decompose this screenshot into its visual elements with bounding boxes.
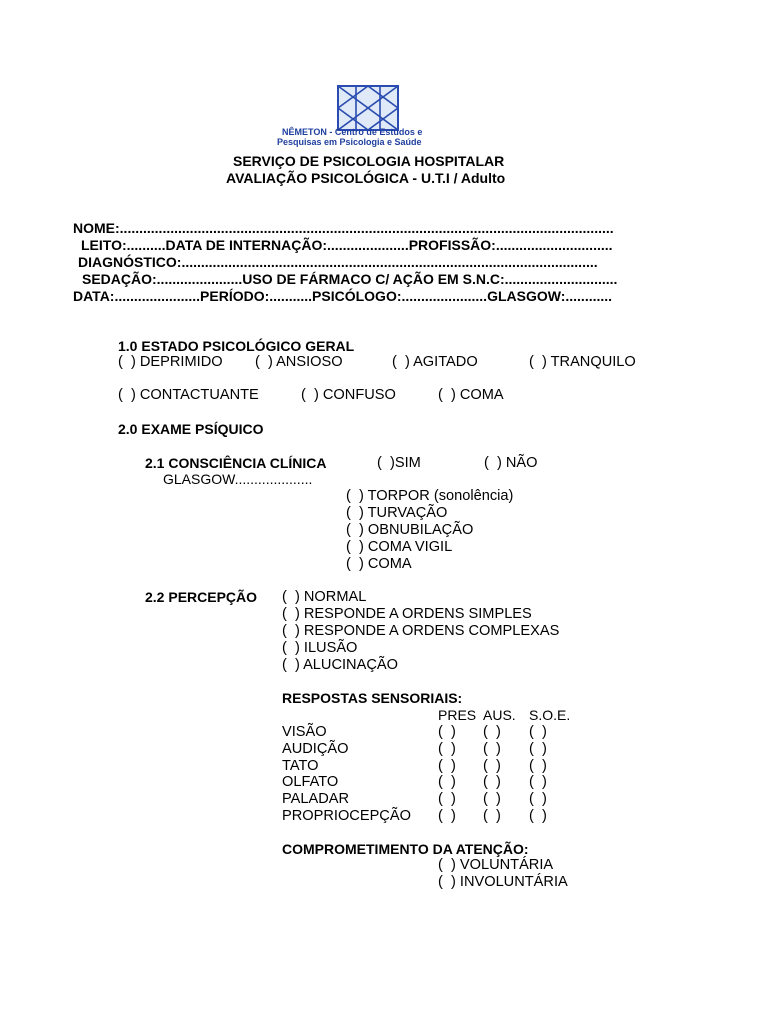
option-alucinacao[interactable]: ( ) ALUCINAÇÃO bbox=[282, 657, 398, 673]
sensory-checkbox-soe[interactable]: ( ) bbox=[529, 740, 547, 757]
option-tranquilo[interactable]: ( ) TRANQUILO bbox=[529, 354, 636, 370]
diagnostico-field[interactable]: DIAGNÓSTICO:........................................................................................................... bbox=[78, 254, 598, 270]
option-voluntaria[interactable]: ( ) VOLUNTÁRIA bbox=[438, 857, 554, 873]
option-ordens-complexas[interactable]: ( ) RESPONDE A ORDENS COMPLEXAS bbox=[282, 623, 560, 639]
sensory-checkbox-pres[interactable]: ( ) bbox=[438, 757, 456, 774]
nome-field[interactable]: NOME:............................................................................................................................... bbox=[73, 220, 614, 236]
leito-field[interactable]: LEITO:..........DATA DE INTERNAÇÃO:.....................PROFISSÃO:.............................. bbox=[81, 237, 613, 253]
sensory-checkbox-aus[interactable]: ( ) bbox=[483, 774, 501, 791]
sensory-checkbox-pres[interactable]: ( ) bbox=[438, 724, 456, 740]
sensory-checkbox-aus[interactable]: ( ) bbox=[483, 791, 501, 808]
sensory-checkbox-aus[interactable]: ( ) bbox=[483, 740, 501, 757]
sensory-checkbox-soe[interactable]: ( ) bbox=[529, 808, 547, 824]
sensoriais-heading: RESPOSTAS SENSORIAIS: bbox=[282, 690, 463, 706]
percepcao-label: 2.2 PERCEPÇÃO bbox=[145, 589, 258, 605]
sensory-checkbox-pres[interactable]: ( ) bbox=[438, 774, 456, 791]
option-ansioso[interactable]: ( ) ANSIOSO bbox=[255, 354, 343, 370]
col-header-pres: PRES bbox=[438, 707, 477, 723]
option-coma[interactable]: ( ) COMA bbox=[438, 387, 504, 403]
form-subtitle: AVALIAÇÃO PSICOLÓGICA - U.T.I / Adulto bbox=[226, 170, 506, 186]
option-obnubilacao[interactable]: ( ) OBNUBILAÇÃO bbox=[346, 522, 474, 538]
section1-heading: 1.0 ESTADO PSICOLÓGICO GERAL bbox=[118, 338, 355, 354]
option-ilusao[interactable]: ( ) ILUSÃO bbox=[282, 640, 358, 656]
sensory-checkbox-aus[interactable]: ( ) bbox=[483, 808, 501, 824]
consciencia-nao[interactable]: ( ) NÃO bbox=[484, 455, 538, 471]
sensory-checkbox-soe[interactable]: ( ) bbox=[529, 724, 547, 740]
sedacao-field[interactable]: SEDAÇÃO:......................USO DE FÁRMACO C/ AÇÃO EM S.N.C:............................. bbox=[82, 271, 618, 287]
nemeton-logo-icon bbox=[336, 84, 400, 132]
sensory-row-label: VISÃO bbox=[282, 724, 327, 740]
option-involuntaria[interactable]: ( ) INVOLUNTÁRIA bbox=[438, 874, 568, 890]
option-turvacao[interactable]: ( ) TURVAÇÃO bbox=[346, 505, 448, 521]
col-header-soe: S.O.E. bbox=[529, 707, 571, 723]
section2-heading: 2.0 EXAME PSÍQUICO bbox=[118, 421, 264, 437]
logo-line-1: NÊMETON - Centro de Estudos e bbox=[282, 127, 423, 137]
consciencia-label: 2.1 CONSCIÊNCIA CLÍNICA bbox=[145, 455, 327, 471]
sensory-checkbox-aus[interactable]: ( ) bbox=[483, 757, 501, 774]
form-title: SERVIÇO DE PSICOLOGIA HOSPITALAR bbox=[233, 153, 505, 169]
glasgow-field[interactable]: GLASGOW.................... bbox=[163, 471, 313, 487]
consciencia-sim[interactable]: ( )SIM bbox=[377, 455, 421, 471]
option-torpor[interactable]: ( ) TORPOR (sonolência) bbox=[346, 488, 514, 504]
sensory-row-label: AUDIÇÃO bbox=[282, 740, 349, 757]
option-coma-vigil[interactable]: ( ) COMA VIGIL bbox=[346, 539, 453, 555]
option-coma-2[interactable]: ( ) COMA bbox=[346, 556, 412, 572]
data-field[interactable]: DATA:......................PERÍODO:...........PSICÓLOGO:......................GLASGOW:............ bbox=[73, 288, 613, 304]
option-confuso[interactable]: ( ) CONFUSO bbox=[301, 387, 396, 403]
option-deprimido[interactable]: ( ) DEPRIMIDO bbox=[118, 354, 223, 370]
atencao-heading: COMPROMETIMENTO DA ATENÇÃO: bbox=[282, 841, 529, 857]
sensory-row-label: PALADAR bbox=[282, 791, 350, 808]
sensory-row-label: TATO bbox=[282, 757, 319, 774]
sensory-checkbox-pres[interactable]: ( ) bbox=[438, 740, 456, 757]
col-header-aus: AUS. bbox=[483, 707, 516, 723]
logo-line-2: Pesquisas em Psicologia e Saúde bbox=[277, 137, 422, 147]
sensory-checkbox-soe[interactable]: ( ) bbox=[529, 774, 547, 791]
option-contactuante[interactable]: ( ) CONTACTUANTE bbox=[118, 387, 259, 403]
sensory-checkbox-pres[interactable]: ( ) bbox=[438, 791, 456, 808]
sensory-row-label: OLFATO bbox=[282, 774, 339, 791]
sensory-checkbox-aus[interactable]: ( ) bbox=[483, 724, 501, 740]
sensory-checkbox-soe[interactable]: ( ) bbox=[529, 791, 547, 808]
option-ordens-simples[interactable]: ( ) RESPONDE A ORDENS SIMPLES bbox=[282, 606, 532, 622]
sensory-checkbox-pres[interactable]: ( ) bbox=[438, 808, 456, 824]
sensory-checkbox-soe[interactable]: ( ) bbox=[529, 757, 547, 774]
sensory-row-label: PROPRIOCEPÇÃO bbox=[282, 808, 411, 824]
option-agitado[interactable]: ( ) AGITADO bbox=[392, 354, 478, 370]
option-normal[interactable]: ( ) NORMAL bbox=[282, 589, 367, 605]
